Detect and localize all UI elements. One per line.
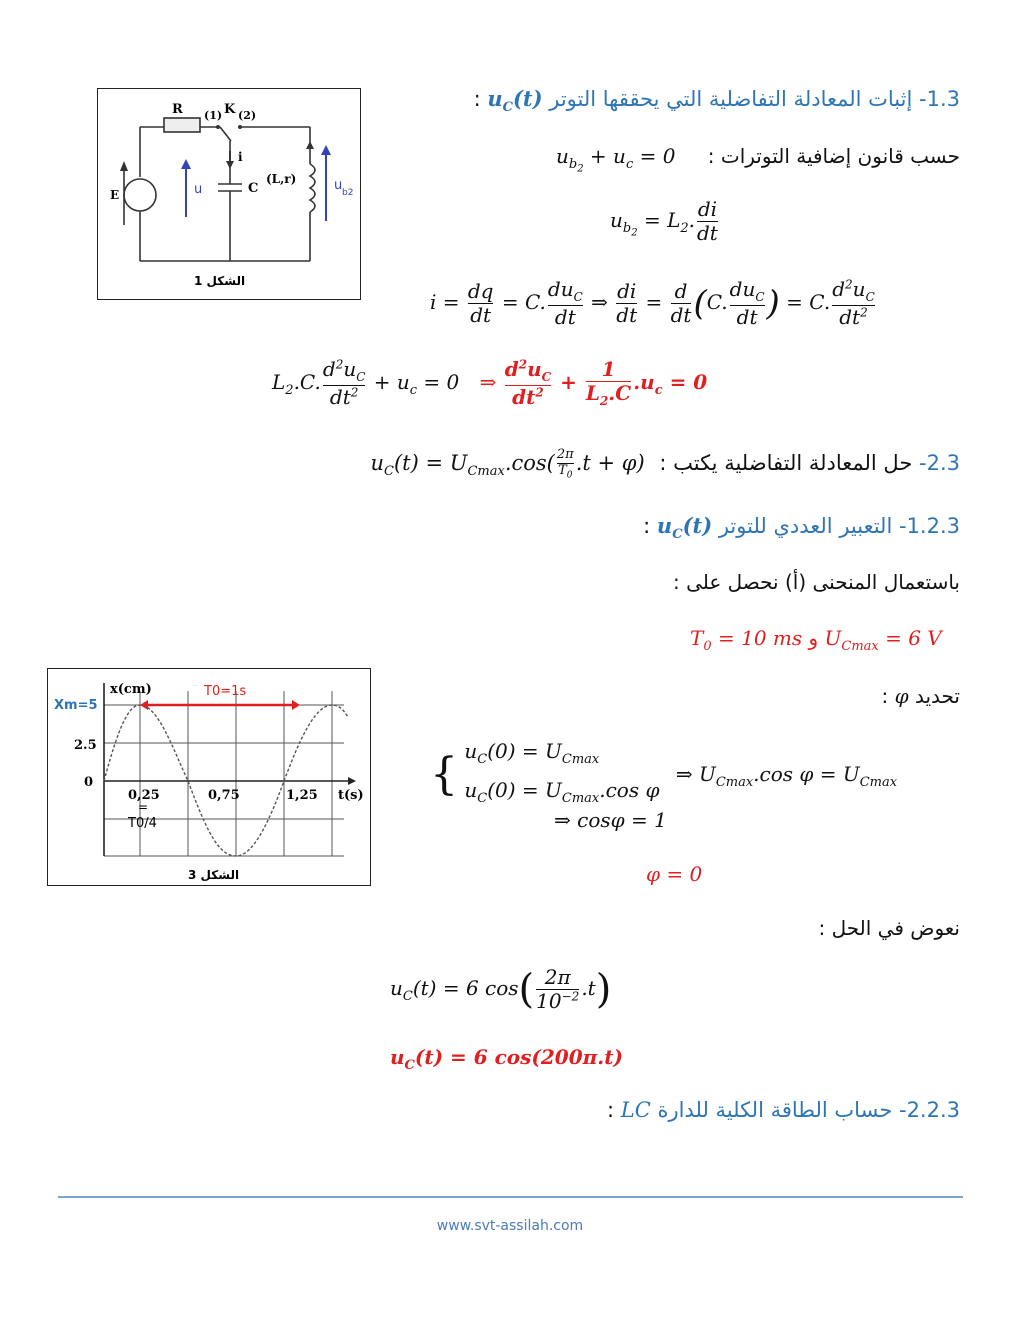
label-pos1: (1) xyxy=(204,109,223,122)
section-2-3-equation: $u_C(t) = U_{Cmax}.\cos$( $\frac{2\pi}{T_0}$ .t + φ) xyxy=(370,447,645,481)
system-line-2: $u_C(0) = U_{Cmax}.\cos$ φ xyxy=(464,778,660,806)
graph-x-tick-0-75: 0,75 xyxy=(208,788,240,803)
label-k: K xyxy=(224,102,236,117)
section-2-2-3-var: LC xyxy=(620,1098,651,1122)
label-e: E xyxy=(110,188,120,202)
eq-i: i = $\frac{dq}{dt}$ = C. $\frac{du_C}{dt}$ ⇒ $\frac{di}{dt}$ = $\frac{d}{dt}$ (C. $\frac{du_C}{dt}$ ) = C. $\frac{d^2u_C}{dt^2}$ xyxy=(430,277,875,329)
graph-y-tick-2-5: 2.5 xyxy=(74,738,97,753)
graph-x-tick-1-25: 1,25 xyxy=(286,788,318,803)
section-1-3-number: 1.3- xyxy=(919,87,960,111)
eq-ub2: $u_{b_2} = L_2$. $\frac{di}{dt}$ xyxy=(610,197,718,245)
label-c: C xyxy=(248,181,259,196)
cos-result: ⇒ cosφ = 1 xyxy=(554,808,667,832)
footer-divider xyxy=(58,1196,963,1198)
curve-text: باستعمال المنحنى (أ) نحصل على : xyxy=(672,570,960,594)
law-text: حسب قانون إضافية التوترات : xyxy=(707,144,960,168)
eq-differential: $L_2.C$. $\frac{d^2u_C}{dt^2}$ + $u_c = 0$ ⇒ $\frac{d^2u_C}{dt^2}$ + $\frac{1}{L_2.C}$ $.u_c = 0$ xyxy=(272,357,708,409)
figure-1-circuit xyxy=(97,88,361,300)
graph-period: T0=1s xyxy=(204,684,247,699)
value-ucmax: $U_{Cmax} = 6$ V xyxy=(824,626,942,654)
label-i: i xyxy=(238,150,243,164)
graph-t0-4: T0/4 xyxy=(128,816,157,831)
label-ub2-sub: b2 xyxy=(342,188,354,198)
svg-text:=: = xyxy=(138,800,149,814)
graph-y-tick-0: 0 xyxy=(84,775,94,790)
footer-link[interactable]: www.svt-assilah.com xyxy=(436,1218,584,1234)
section-2-2-3-heading: 2.2.3- حساب الطاقة الكلية للدارة LC : xyxy=(607,1098,960,1122)
label-uc: u xyxy=(194,182,203,197)
graph-x-label: t(s) xyxy=(338,788,364,803)
figure-3-caption: الشكل 3 xyxy=(188,868,240,882)
label-pos2: (2) xyxy=(238,109,257,122)
eq-differential-result: $\frac{d^2u_C}{dt^2}$ + $\frac{1}{L_2.C}$ $.u_c = 0$ xyxy=(504,357,708,409)
graph-x-tick-0-25: 0,25 xyxy=(128,788,160,803)
figure-3-graph xyxy=(47,668,371,886)
final-eq-2: $u_C(t) = 6$ cos(200π.t) xyxy=(390,1045,623,1073)
values-line xyxy=(690,626,942,654)
law-equation: $u_{b_2} + u_c = 0$ xyxy=(555,144,676,175)
section-2-3-title: حل المعادلة التفاضلية يكتب : xyxy=(659,450,913,475)
section-1-3-var: $u_C(t)$ xyxy=(487,86,543,116)
system-implies: ⇒ $U_{Cmax}.\cos$ $\varphi = U_{Cmax}$ xyxy=(675,761,898,790)
value-t0: $T_0 = 10$ ms xyxy=(690,626,803,654)
graph-svg xyxy=(48,669,370,885)
section-2-2-3-title: حساب الطاقة الكلية للدارة xyxy=(657,1098,893,1122)
section-1-2-3-title: التعبير العددي للتوتر xyxy=(718,514,893,538)
section-1-3-heading: 1.3- إثبات المعادلة التفاضلية التي يحققها التوتر $u_C(t)$ : xyxy=(473,86,960,116)
graph-xm: Xm=5 xyxy=(54,698,98,713)
label-r: R xyxy=(172,102,183,117)
section-2-3-heading xyxy=(320,448,960,481)
value-and: و xyxy=(808,626,819,650)
section-1-2-3-heading: 1.2.3- التعبير العددي للتوتر $u_C(t)$ : xyxy=(643,513,960,543)
section-2-2-3-number: 2.2.3- xyxy=(898,1098,960,1122)
law-line xyxy=(460,144,960,175)
phi-label: تحديد xyxy=(914,684,960,708)
phi-result: φ = 0 xyxy=(646,862,703,886)
final-eq-1: $u_C(t) = 6$ cos( $\frac{2\pi}{10^{-2}}$ .t) xyxy=(390,965,612,1013)
substitute-text: نعوض في الحل : xyxy=(818,916,960,940)
label-ub2-u: u xyxy=(334,178,343,193)
section-1-3-title: إثبات المعادلة التفاضلية التي يحققها التوتر xyxy=(549,87,913,111)
phi-symbol: φ xyxy=(894,684,909,708)
figure-1-caption: الشكل 1 xyxy=(194,274,246,288)
section-2-3-number: 2.3- xyxy=(919,450,960,475)
system-equations: { $u_C(0) = U_{Cmax}$ $u_C(0) = U_{Cmax}.\cos$ φ ⇒ $U_{Cmax}.\cos$ $\varphi = U_{Cmax}$ xyxy=(430,736,897,814)
circuit-diagram xyxy=(98,89,360,299)
section-1-2-3-number: 1.2.3- xyxy=(898,514,960,538)
system-line-1: $u_C(0) = U_{Cmax}$ xyxy=(464,739,600,767)
label-lr: (L,r) xyxy=(266,172,297,186)
graph-y-label: x(cm) xyxy=(110,682,152,697)
phi-heading: تحديد φ : xyxy=(881,684,960,708)
